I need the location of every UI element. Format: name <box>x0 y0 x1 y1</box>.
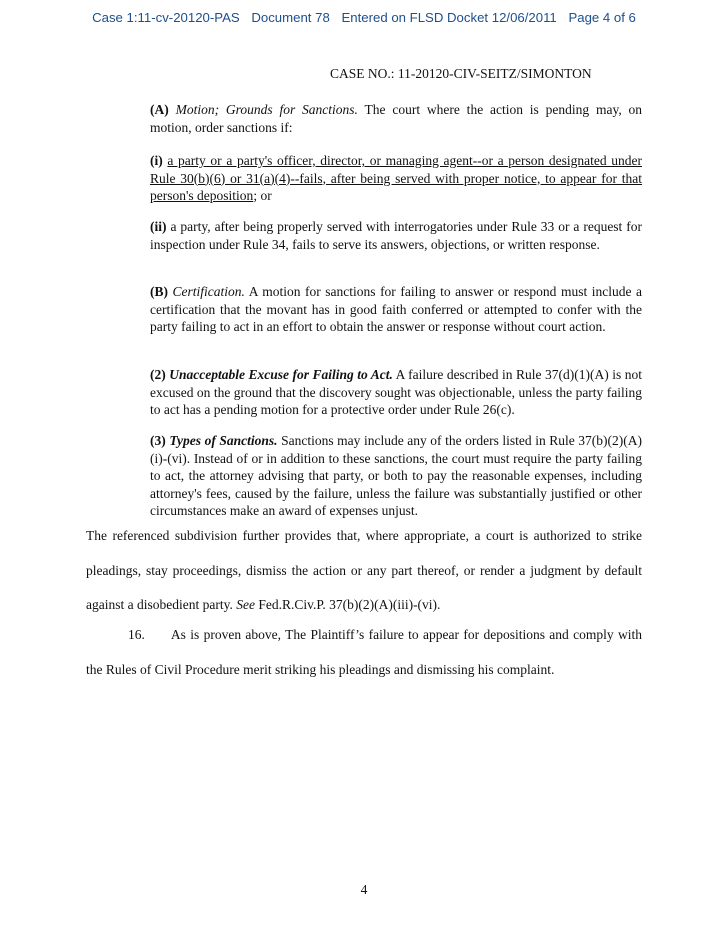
quote-paragraph-ii <box>150 218 642 253</box>
docket-entry-date: Entered on FLSD Docket 12/06/2011 <box>341 10 557 25</box>
quote-title: Unacceptable Excuse for Failing to Act. <box>169 367 393 382</box>
body-paragraph-subdivision <box>86 519 642 623</box>
body-paragraph-16 <box>86 618 642 687</box>
case-number-caption: CASE NO.: 11-20120-CIV-SEITZ/SIMONTON <box>330 66 592 81</box>
quote-title: Motion; Grounds for Sanctions. <box>175 102 358 117</box>
quote-text: Sanctions may include any of the orders listed in Rule 37(b)(2)(A)(i)-(vi). Instead of or in addition to these sanctions, the court must require the party failing to act, the attorney advising that party, or both to pay the reasonable expenses, including attorney's fees, caused by the failure, unless the failure was substantially justified or other circumstances make an award of expenses unjust. <box>150 433 643 518</box>
quote-text: The court where the action is pending may, on motion, order sanctions if: <box>150 102 643 135</box>
quote-marker: (i) <box>150 153 163 168</box>
quote-marker: (B) <box>150 284 168 299</box>
docket-case-number: Case 1:11-cv-20120-PAS <box>92 10 240 25</box>
docket-page-count: Page 4 of 6 <box>568 10 636 25</box>
quote-marker: (ii) <box>150 219 167 234</box>
quote-text: A failure described in Rule 37(d)(1)(A) is not excused on the ground that the discovery sought was objectionable, unless the party failing to act has a pending motion for a protective order under Rule 26(c). <box>150 367 642 417</box>
quote-text: A motion for sanctions for failing to answer or respond must include a certification that the movant has in good faith conferred or attempted to confer with the party failing to act in an effort to obtain the answer or response without court action. <box>150 284 642 334</box>
quote-paragraph-i <box>150 152 642 205</box>
quote-title: Certification. <box>172 284 245 299</box>
page-number: 4 <box>360 882 368 897</box>
quote-marker: (3) <box>150 433 166 448</box>
quote-paragraph-b <box>150 283 642 336</box>
quote-text: a party, after being properly served with interrogatories under Rule 33 or a request for inspection under Rule 34, fails to serve its answers, objections, or written response. <box>150 219 642 252</box>
quote-title: Types of Sanctions. <box>169 433 278 448</box>
docket-header <box>0 10 728 25</box>
quote-marker: (A) <box>150 102 169 117</box>
body-text: As is proven above, The Plaintiff’s failure to appear for depositions and comply with the Rules of Civil Procedure merit striking his pleadings and dismissing his complaint. <box>86 627 642 677</box>
docket-document-number: Document 78 <box>251 10 330 25</box>
quote-marker: (2) <box>150 367 166 382</box>
citation-signal: See <box>236 597 255 612</box>
quote-text-tail: ; or <box>253 188 272 203</box>
citation: Fed.R.Civ.P. 37(b)(2)(A)(iii)-(vi). <box>258 597 441 612</box>
quote-paragraph-2 <box>150 366 642 419</box>
quote-paragraph-a <box>150 101 642 136</box>
quote-paragraph-3 <box>150 432 642 520</box>
quote-underlined-text: a party or a party's officer, director, or managing agent--or a person designated under Rule 30(b)(6) or 31(a)(4)--fails, after being served with proper notice, to appear for that person's deposition <box>150 153 643 203</box>
paragraph-number: 16. <box>128 627 145 642</box>
body-text: The referenced subdivision further provides that, where appropriate, a court is authorized to strike pleadings, stay proceedings, dismiss the action or any part thereof, or render a judgment by default against a disobedient party. <box>86 528 642 612</box>
